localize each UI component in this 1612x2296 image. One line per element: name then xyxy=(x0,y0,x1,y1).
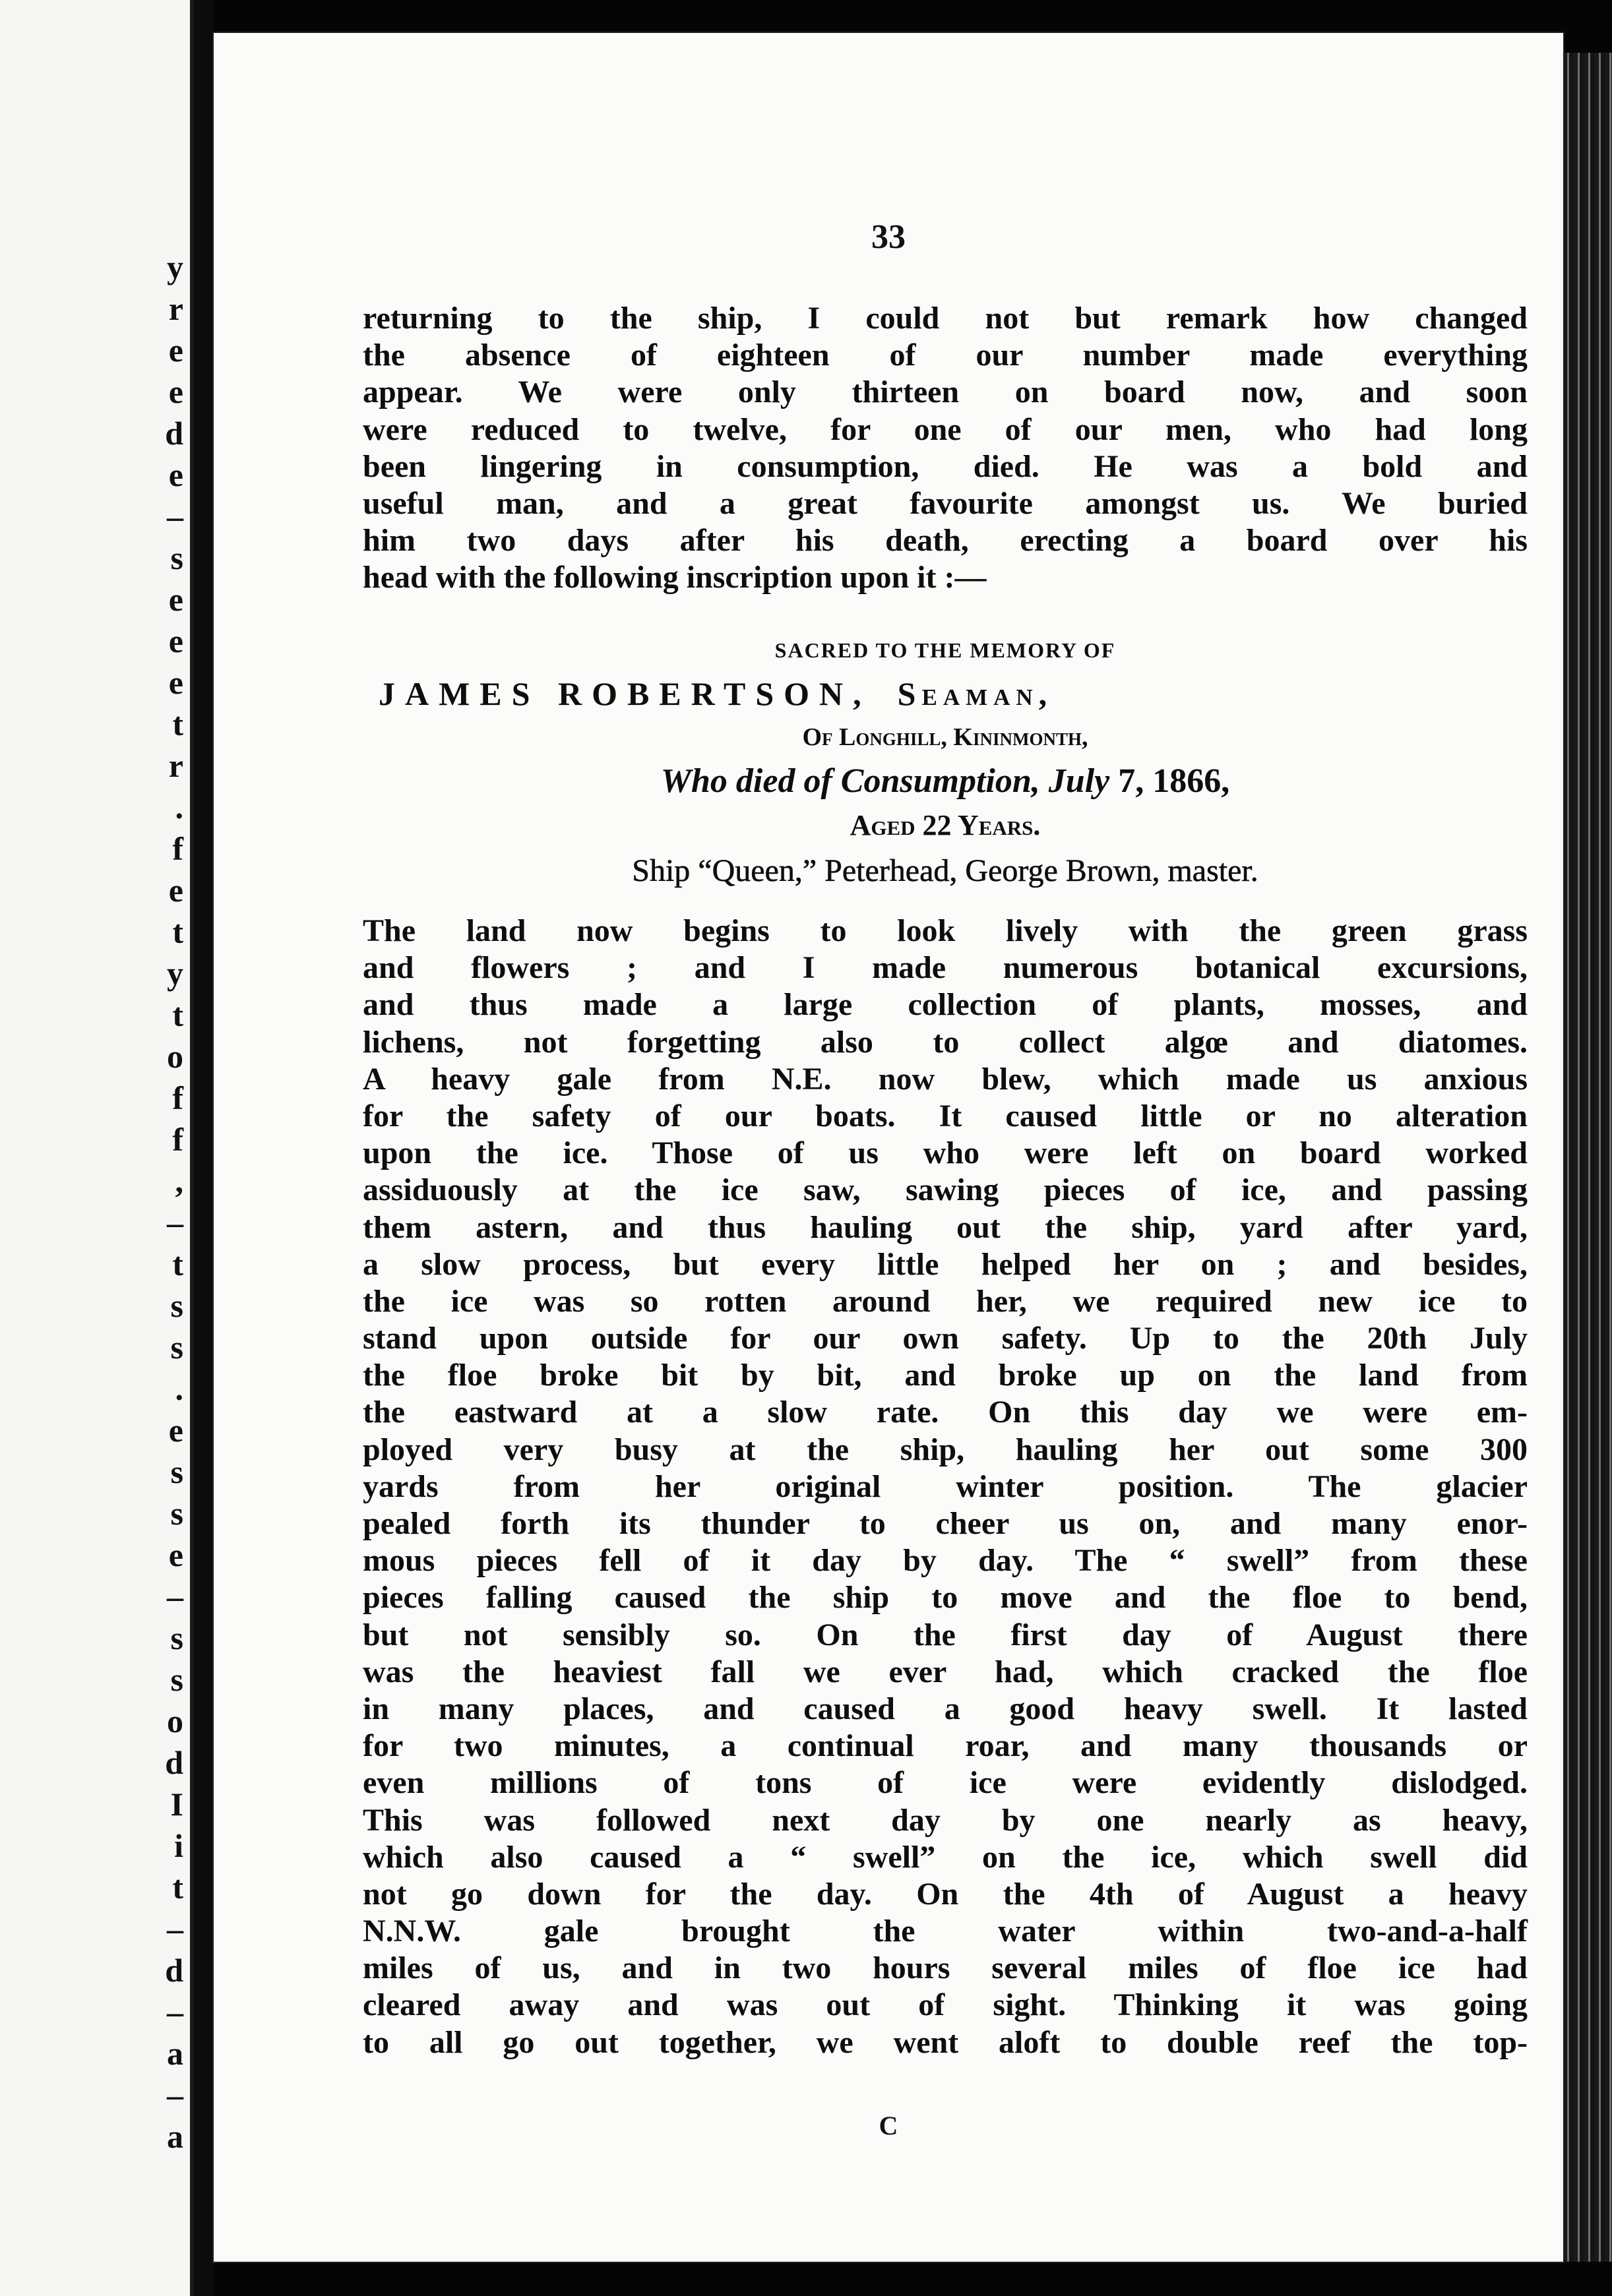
text-line: for the safety of our boats. It caused little or no alteration xyxy=(363,1098,1528,1133)
text-line: miles of us, and in two hours several miles of floe ice had xyxy=(363,1950,1528,1986)
left-page-fragment: – xyxy=(167,498,183,535)
text-line: him two days after his death, erecting a board over his xyxy=(363,523,1528,559)
left-page-fragment: e xyxy=(168,1536,183,1573)
inscription-aged: Aged 22 Years. xyxy=(850,809,1041,841)
left-page-fragment: y xyxy=(167,955,183,992)
memorial-inscription xyxy=(363,630,1528,896)
left-page-fragment: e xyxy=(168,373,183,410)
left-page-fragment: t xyxy=(172,913,183,950)
book-edge xyxy=(1563,53,1612,2262)
left-page-fragment: o xyxy=(167,1703,183,1739)
text-line: lichens, not forgetting also to collect algœ and diatomes. xyxy=(363,1024,1528,1060)
left-page-fragment: I xyxy=(170,1786,183,1823)
text-line: but not sensibly so. On the first day of August there xyxy=(363,1617,1528,1652)
text-line: A heavy gale from N.E. now blew, which made us anxious xyxy=(363,1061,1528,1097)
left-page-fragment: e xyxy=(168,332,183,369)
left-page-fragment: t xyxy=(172,706,183,742)
left-page-fragment: e xyxy=(168,581,183,618)
text-line: the ice was so rotten around her, we required new ice to xyxy=(363,1283,1528,1319)
left-page-fragment: o xyxy=(167,1038,183,1075)
left-page-fragment: e xyxy=(168,456,183,493)
text-line: pealed forth its thunder to cheer us on, and many enor- xyxy=(363,1506,1528,1541)
signature-mark: C xyxy=(879,2111,898,2140)
left-page-fragment: . xyxy=(175,789,183,826)
left-page-fragment: s xyxy=(170,539,183,576)
left-page-fragment: f xyxy=(172,830,183,867)
left-page-fragment: s xyxy=(170,1619,183,1656)
paragraph-2 xyxy=(363,913,1528,2061)
text-line: was the heaviest fall we ever had, which cracked the floe xyxy=(363,1654,1528,1689)
text-line: ployed very busy at the ship, hauling her out some 300 xyxy=(363,1432,1528,1467)
text-line: and flowers ; and I made numerous botanical excursions, xyxy=(363,950,1528,986)
text-line: head with the following inscription upon it :— xyxy=(363,560,987,595)
text-line: a slow process, but every little helped her on ; and besides, xyxy=(363,1246,1528,1282)
left-page-fragment: s xyxy=(170,1329,183,1366)
left-page-fragment: s xyxy=(170,1453,183,1490)
left-page-fragment: , xyxy=(175,1163,183,1199)
left-page-fragment: d xyxy=(165,1952,183,1989)
text-line: the absence of eighteen of our number made everything xyxy=(363,338,1528,373)
inscription-heading: SACRED TO THE MEMORY OF xyxy=(774,638,1116,662)
text-line: yards from her original winter position. The glacier xyxy=(363,1468,1528,1504)
inscription-ship: Ship “Queen,” Peterhead, George Brown, master. xyxy=(632,853,1258,888)
text-line: in many places, and caused a good heavy swell. It lasted xyxy=(363,1691,1528,1726)
left-page-fragment: e xyxy=(168,872,183,909)
book-gutter xyxy=(194,0,214,2296)
left-page-fragment: t xyxy=(172,996,183,1033)
book-page xyxy=(214,33,1563,2262)
left-page-fragment: y xyxy=(167,249,183,286)
left-page-fragment: r xyxy=(168,290,183,327)
inscription-died-date: 7, 1866, xyxy=(1118,762,1230,800)
inscription-name-line xyxy=(363,671,1528,717)
paragraph-1 xyxy=(363,300,1528,597)
text-line: even millions of tons of ice were evidently dislodged. xyxy=(363,1765,1528,1801)
text-line: not go down for the day. On the 4th of August a heavy xyxy=(363,1876,1528,1912)
left-facing-page xyxy=(0,0,194,2296)
text-line: cleared away and was out of sight. Thinking it was going xyxy=(363,1987,1528,2023)
left-page-fragment: e xyxy=(168,664,183,701)
text-line: the eastward at a slow rate. On this day we were em- xyxy=(363,1395,1528,1430)
left-page-fragment: d xyxy=(165,1744,183,1781)
text-line: been lingering in consumption, died. He was a bold and xyxy=(363,448,1528,484)
text-line: This was followed next day by one nearly as heavy, xyxy=(363,1802,1528,1838)
text-line: appear. We were only thirteen on board now, and soon xyxy=(363,375,1528,410)
inscription-died: Who died of Consumption, July xyxy=(660,762,1110,800)
text-line: were reduced to twelve, for one of our men, who had long xyxy=(363,411,1528,447)
text-line: which also caused a “ swell” on the ice, which swell did xyxy=(363,1839,1528,1875)
text-line: useful man, and a great favourite amongst us. We buried xyxy=(363,485,1528,521)
text-line: The land now begins to look lively with the green grass xyxy=(363,913,1528,948)
left-page-fragment: – xyxy=(167,1993,183,2030)
left-page-fragment: s xyxy=(170,1287,183,1324)
inscription-died-line xyxy=(363,758,1528,805)
text-line: pieces falling caused the ship to move and the floe to bend, xyxy=(363,1580,1528,1616)
left-page-fragment: – xyxy=(167,2076,183,2113)
left-page-fragment: . xyxy=(175,1370,183,1407)
left-page-fragment: a xyxy=(167,2118,183,2155)
inscription-place: Of Longhill, Kininmonth, xyxy=(802,723,1088,751)
text-line: to all go out together, we went aloft to double reef the top- xyxy=(363,2024,1528,2060)
left-page-fragment: f xyxy=(172,1079,183,1116)
left-page-fragment: t xyxy=(172,1869,183,1906)
left-page-fragment: f xyxy=(172,1121,183,1158)
left-page-fragment: – xyxy=(167,1578,183,1615)
text-line: the floe broke bit by bit, and broke up on the land from xyxy=(363,1358,1528,1393)
left-page-fragment: i xyxy=(174,1827,183,1864)
text-line: for two minutes, a continual roar, and many thousands or xyxy=(363,1728,1528,1764)
left-page-fragment: a xyxy=(167,2035,183,2072)
left-page-fragment: e xyxy=(168,622,183,659)
left-page-fragment: – xyxy=(167,1204,183,1241)
inscription-name: JAMES ROBERTSON, xyxy=(379,675,871,712)
left-page-fragment: e xyxy=(168,1412,183,1449)
text-line: stand upon outside for our own safety. Up to the 20th July xyxy=(363,1321,1528,1356)
page-number: 33 xyxy=(871,218,906,256)
left-page-fragment: s xyxy=(170,1661,183,1698)
inscription-name-title: Seaman, xyxy=(897,675,1053,712)
text-line: mous pieces fell of it day by day. The “ swell” from these xyxy=(363,1543,1528,1579)
left-page-fragment: r xyxy=(168,747,183,784)
text-line: assiduously at the ice saw, sawing pieces of ice, and passing xyxy=(363,1172,1528,1208)
text-line: and thus made a large collection of plants, mosses, and xyxy=(363,987,1528,1023)
text-line: upon the ice. Those of us who were left on board worked xyxy=(363,1135,1528,1171)
text-line: N.N.W. gale brought the water within two-and-a-half xyxy=(363,1914,1528,1949)
left-page-fragment: d xyxy=(165,415,183,452)
text-line: them astern, and thus hauling out the ship, yard after yard, xyxy=(363,1209,1528,1245)
left-page-fragment: t xyxy=(172,1246,183,1283)
left-page-fragment: s xyxy=(170,1495,183,1532)
text-line: returning to the ship, I could not but remark how changed xyxy=(363,301,1528,336)
left-page-fragment: – xyxy=(167,1910,183,1947)
